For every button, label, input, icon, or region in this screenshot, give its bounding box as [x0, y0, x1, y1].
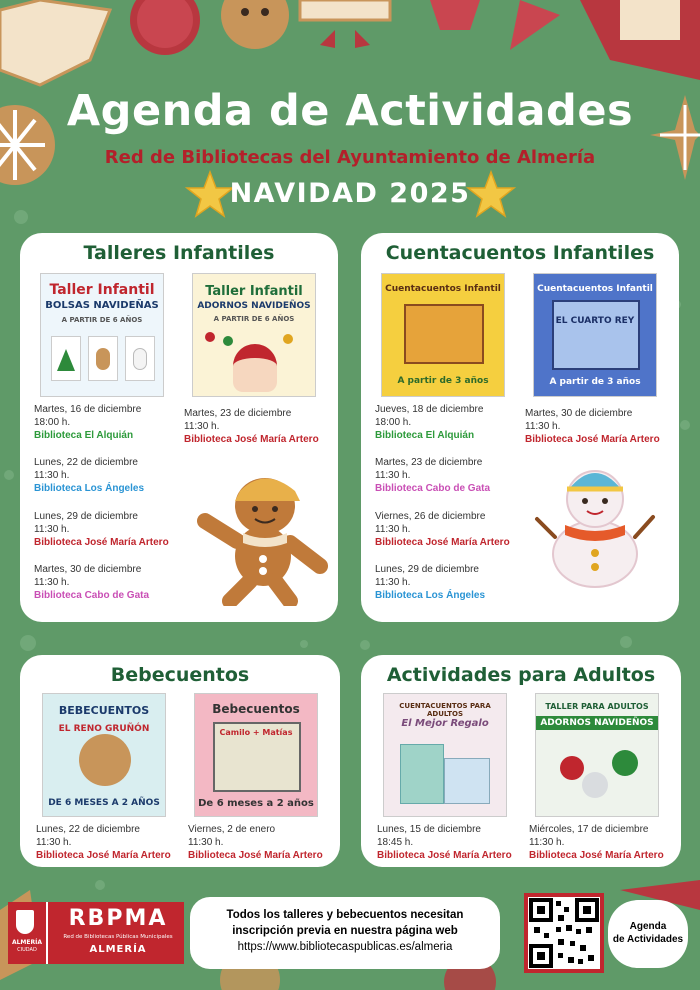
bebecuentos-reno-cover[interactable]: BEBECUENTOS EL RENO GRUÑÓN DE 6 MESES A 2 AÑOS: [42, 693, 166, 817]
cuentacuentos-infantiles-card: [361, 233, 679, 622]
event-item: Martes, 23 de diciembre 11:30 h. Biblioteca José María Artero: [184, 408, 319, 445]
event-item: Jueves, 18 de diciembre 18:00 h. Biblioteca El Alquián: [375, 404, 484, 441]
library-link[interactable]: Biblioteca Cabo de Gata: [34, 590, 150, 601]
ornament-icon: [560, 756, 584, 780]
ornament-icon: [223, 336, 233, 346]
section-title-adultos: Actividades para Adultos: [386, 664, 656, 686]
reindeer-illustration: [79, 734, 131, 786]
actividades-adultos-card: [361, 655, 681, 867]
event-item: Lunes, 15 de diciembre 18:45 h. Biblioteca José María Artero: [377, 824, 512, 861]
library-link[interactable]: Biblioteca Los Ángeles: [34, 483, 145, 494]
event-item: Martes, 23 de diciembre 11:30 h. Biblioteca Cabo de Gata: [375, 457, 491, 494]
registration-notice: Todos los talleres y bebecuentos necesitan inscripción previa en nuestra página web https://www.bibliotecaspublicas.es/almeria: [190, 897, 500, 969]
book-illustration: [552, 300, 640, 370]
event-item: Lunes, 22 de diciembre 11:30 h. Biblioteca Los Ángeles: [34, 457, 145, 494]
cuentacuentos-cover-2[interactable]: Cuentacuentos Infantil EL CUARTO REY A partir de 3 años: [533, 273, 657, 397]
event-item: Lunes, 22 de diciembre 11:30 h. Biblioteca José María Artero: [36, 824, 171, 861]
rbpma-logo: ALMERÍA CIUDAD RBPMA Red de Bibliotecas Públicas Municipales ALMERÍA: [8, 902, 184, 964]
library-link[interactable]: Biblioteca Cabo de Gata: [375, 483, 491, 494]
snowman-icon: [133, 348, 147, 370]
gifts-illustration: [400, 744, 444, 804]
library-link[interactable]: Biblioteca José María Artero: [377, 850, 512, 861]
taller-adornos-cover[interactable]: Taller Infantil ADORNOS NAVIDEÑOS A PARTIR DE 6 AÑOS: [192, 273, 316, 397]
agenda-badge: Agenda de Actividades: [608, 900, 688, 968]
library-link[interactable]: Biblioteca Los Ángeles: [375, 590, 486, 601]
event-item: Martes, 30 de diciembre 11:30 h. Biblioteca Cabo de Gata: [34, 564, 150, 601]
snowman-illustration: [533, 459, 657, 589]
cuentacuentos-adultos-cover[interactable]: CUENTACUENTOS PARA ADULTOS El Mejor Regalo: [383, 693, 507, 817]
qr-code-icon: [528, 897, 600, 969]
almeria-shield-icon: [16, 910, 34, 934]
qr-code[interactable]: [524, 893, 604, 973]
star-icon-right: [466, 170, 516, 220]
taller-adultos-cover[interactable]: TALLER PARA ADULTOS ADORNOS NAVIDEÑOS: [535, 693, 659, 817]
event-item: Martes, 30 de diciembre 11:30 h. Biblioteca José María Artero: [525, 408, 660, 445]
ornament-icon: [205, 332, 215, 342]
bebecuentos-card: [20, 655, 340, 867]
event-item: Martes, 16 de diciembre 18:00 h. Biblioteca El Alquián: [34, 404, 142, 441]
library-link[interactable]: Biblioteca José María Artero: [375, 537, 510, 548]
gingerbread-icon: [96, 348, 110, 370]
library-link[interactable]: Biblioteca El Alquián: [34, 430, 134, 441]
library-link[interactable]: Biblioteca José María Artero: [36, 850, 171, 861]
library-link[interactable]: Biblioteca José María Artero: [529, 850, 664, 861]
event-item: Viernes, 2 de enero 11:30 h. Biblioteca José María Artero: [188, 824, 323, 861]
book-illustration: [404, 304, 484, 364]
library-link[interactable]: Biblioteca José María Artero: [188, 850, 323, 861]
bebecuentos-camilo-cover[interactable]: Bebecuentos Camilo + Matías De 6 meses a 2 años: [194, 693, 318, 817]
event-item: Lunes, 29 de diciembre 11:30 h. Biblioteca José María Artero: [34, 511, 169, 548]
section-title-cuentacuentos: Cuentacuentos Infantiles: [385, 242, 655, 264]
library-link[interactable]: Biblioteca José María Artero: [34, 537, 169, 548]
tree-icon: [57, 349, 75, 371]
cuentacuentos-cover-1[interactable]: Cuentacuentos Infantil A partir de 3 años: [381, 273, 505, 397]
page-subtitle: Red de Bibliotecas del Ayuntamiento de Almería: [104, 147, 596, 168]
library-link[interactable]: Biblioteca El Alquián: [375, 430, 475, 441]
library-link[interactable]: Biblioteca José María Artero: [525, 434, 660, 445]
talleres-infantiles-card: [20, 233, 338, 622]
ornament-icon: [582, 772, 608, 798]
section-title-bebecuentos: Bebecuentos: [110, 664, 250, 686]
ornament-icon: [612, 750, 638, 776]
santa-illustration: [233, 344, 277, 392]
gingerbread-man-illustration: [195, 471, 330, 606]
event-item: Viernes, 26 de diciembre 11:30 h. Biblioteca José María Artero: [375, 511, 510, 548]
section-title-talleres: Talleres Infantiles: [83, 242, 275, 264]
gingerbread-cookies-decoration: [0, 0, 700, 90]
event-item: Lunes, 29 de diciembre 11:30 h. Biblioteca Los Ángeles: [375, 564, 486, 601]
library-link[interactable]: Biblioteca José María Artero: [184, 434, 319, 445]
gifts-illustration: [444, 758, 490, 804]
event-item: Miércoles, 17 de diciembre 11:30 h. Biblioteca José María Artero: [529, 824, 664, 861]
page-title: Agenda de Actividades: [66, 86, 634, 136]
event-name: NAVIDAD 2025: [229, 178, 471, 209]
ornament-icon: [283, 334, 293, 344]
taller-bolsas-cover[interactable]: Taller Infantil BOLSAS NAVIDEÑAS A PARTIR DE 6 AÑOS: [40, 273, 164, 397]
website-link[interactable]: https://www.bibliotecaspublicas.es/almeria: [237, 941, 453, 953]
